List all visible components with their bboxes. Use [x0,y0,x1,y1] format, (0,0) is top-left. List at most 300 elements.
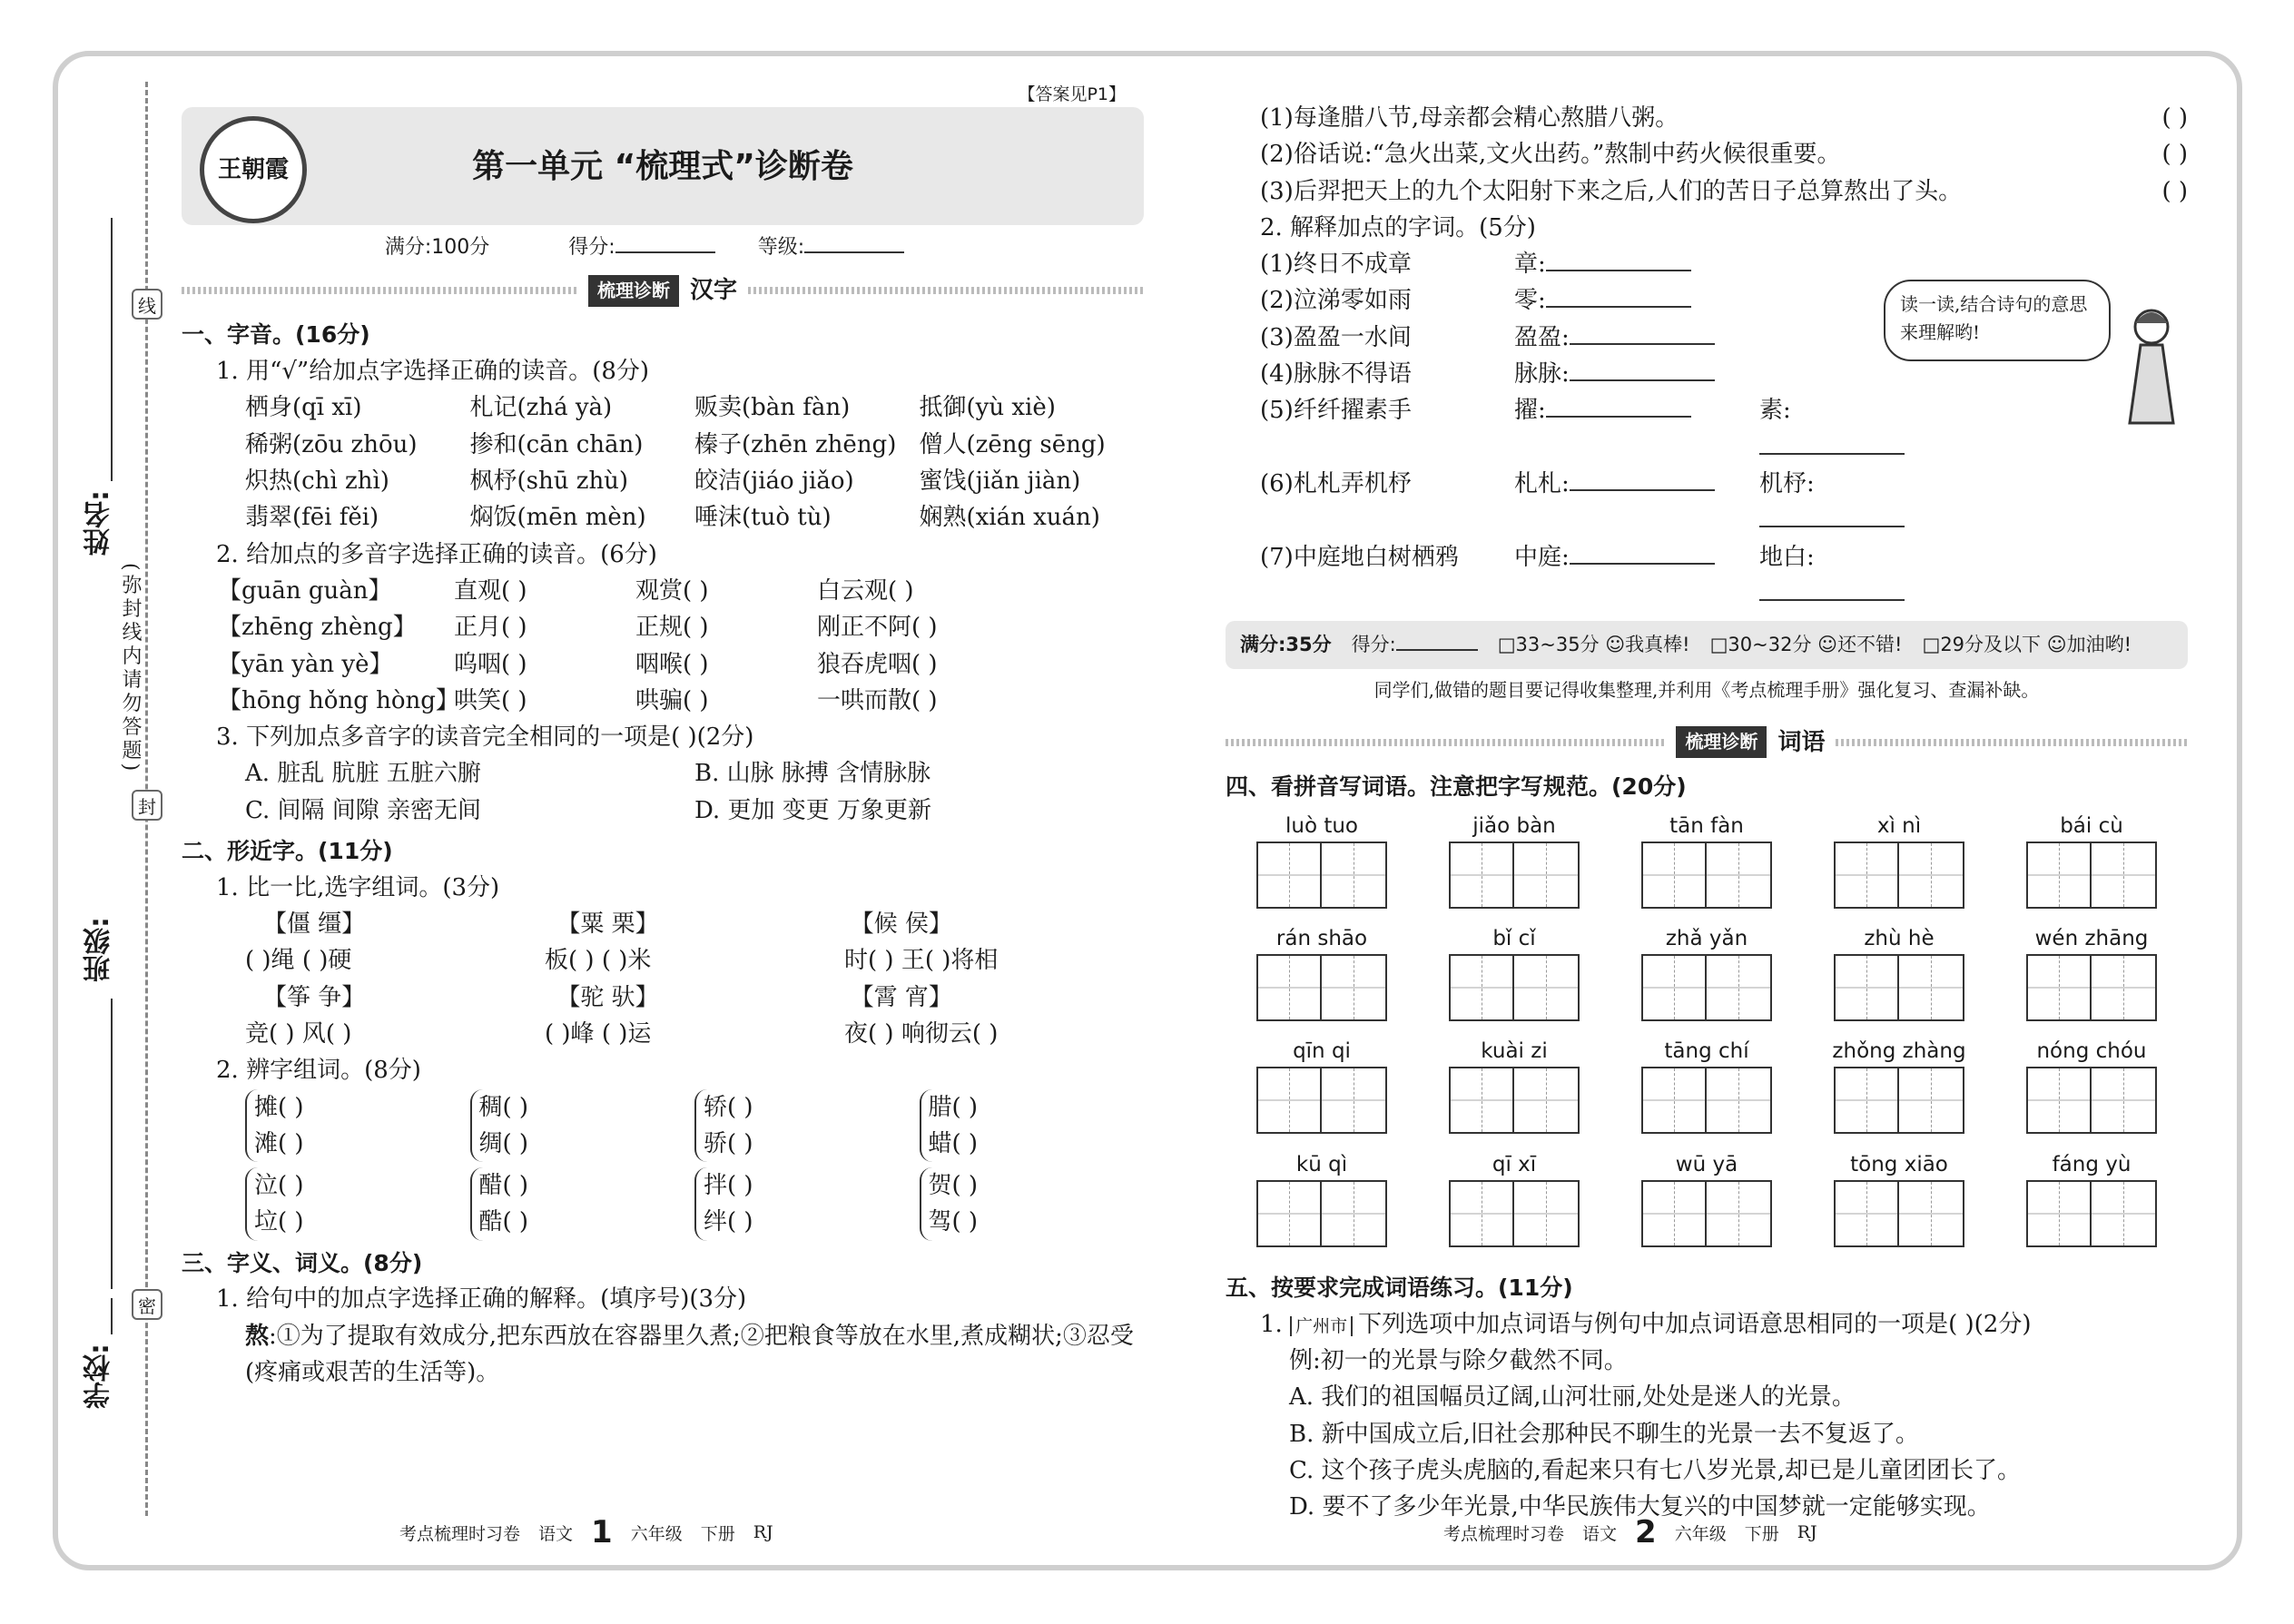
explain-blank[interactable] [1759,599,1905,601]
phrase: (4)脉脉不得语 [1260,360,1412,389]
explain-label: 零: [1514,287,1546,315]
phrase: (7)中庭地白树栖鸦 [1260,543,1459,571]
list-item[interactable]: 蜜饯(jiǎn jiàn) [919,468,1081,496]
pinyin-cell [1226,811,1418,918]
pinyin-cell [1418,923,1610,1030]
answer-reference: 【答案见P1】 [1018,84,1126,104]
pinyin-cell [1226,1036,1418,1143]
pair-group [694,1167,920,1241]
explain-label: 擢: [1514,397,1546,425]
blank-item[interactable]: 醋( ) [478,1172,529,1200]
writing-box[interactable] [1899,956,1963,1019]
blank-item[interactable]: 稠( ) [478,1093,529,1121]
explain-label [1759,320,1905,356]
sentence: (2)俗话说:“急火出菜,文火出药。”熬制中药火候很重要。 [1260,141,1841,169]
list-item[interactable]: 抵御(yù xiè) [919,394,1056,422]
pinyin-cell [1995,811,2188,918]
blank-item[interactable]: 驾( ) [928,1208,979,1236]
score-line [182,232,1144,263]
writing-box[interactable] [1899,843,1963,907]
grade-blank[interactable] [804,251,904,253]
footer-right [1443,1514,1817,1550]
pair-group [470,1167,695,1241]
distinguish-pairs-2 [182,1167,1144,1241]
pinyin-label: zhǒng zhàng [1832,1039,1966,1064]
writing-box[interactable] [1258,1182,1322,1245]
list-item[interactable]: 翡翠(fēi fěi) [245,504,379,532]
explain-label [1759,282,1905,319]
pair-group [245,1089,470,1163]
section-tag: 梳理诊断 [1676,726,1767,758]
list-item[interactable]: 枫杼(shū zhù) [469,468,629,496]
blank-item[interactable]: 蜡( ) [928,1129,979,1157]
option-d[interactable]: D. 要不了多少年光景,中华民族伟大复兴的中国梦就一定能够实现。 [1289,1493,1991,1521]
pinyin-cell [1803,1149,1995,1256]
writing-box[interactable] [1322,1182,1385,1245]
pinyin-label: xì nì [1876,813,1922,838]
part2-q1: 1. 比一比,选字组词。(3分) [216,873,500,901]
pinyin-label: kū qì [1295,1152,1348,1176]
seal-note: (弥封线内请勿答题) [119,563,142,775]
pair-group [694,1089,920,1163]
explain-grid [1226,246,1895,612]
char-group: 【候 侯】 [850,910,952,939]
writing-box[interactable] [1899,1182,1963,1245]
part1-heading: 一、字音。(16分) [182,321,370,349]
writing-box[interactable] [2028,956,2092,1019]
explain-item[interactable] [1759,392,1905,466]
writing-boxes[interactable] [1449,1180,1580,1247]
pair-group [245,1167,470,1241]
polyphone-grid [182,573,1144,719]
pinyin-group: 【guān guàn】 [218,576,392,605]
writing-box[interactable] [2028,1182,2092,1245]
pair-group [920,1167,1145,1241]
right-page [1226,100,2188,1525]
pinyin-label: wén zhāng [2034,927,2149,951]
blank-item[interactable]: 夜( ) 响彻云( ) [844,1019,999,1048]
footer-edition: RJ [753,1522,773,1542]
explain-blank[interactable] [1546,270,1691,271]
blank-item[interactable]: 竞( ) 风( ) [245,1019,352,1048]
writing-boxes[interactable] [1641,954,1772,1021]
list-item[interactable]: 札记(zhá yà) [469,394,613,422]
answer-paren[interactable]: ( ) [2161,104,2188,132]
writing-box[interactable] [1322,843,1385,907]
writing-box[interactable] [2092,1068,2155,1132]
explain-item[interactable] [1514,246,1759,282]
score-label: 得分: [568,236,615,259]
explain-item[interactable] [1759,539,1905,613]
writing-box[interactable] [1514,843,1578,907]
writing-box[interactable] [1322,956,1385,1019]
q3-options [182,755,1144,829]
pinyin-group: 【hōng hǒng hòng】 [218,686,459,714]
summary-score-blank[interactable] [1396,649,1478,651]
pinyin-group: 【zhēng zhèng】 [218,614,417,642]
writing-boxes[interactable] [1256,842,1387,909]
blank-item[interactable]: 直观( ) [454,576,527,605]
writing-box[interactable] [2092,956,2155,1019]
explain-label: 中庭: [1514,543,1570,571]
list-item[interactable]: 唾沫(tuò tù) [694,504,832,532]
writing-boxes[interactable] [1256,1180,1387,1247]
writing-box[interactable] [2092,843,2155,907]
summary-score [1352,630,1478,660]
review-note: 同学们,做错的题目要记得收集整理,并利用《考点梳理手册》强化复习、查漏补缺。 [1373,678,2040,701]
part1-q2: 2. 给加点的多音字选择正确的读音。(6分) [216,540,657,568]
pinyin-cell [1610,811,1803,918]
explain-blank[interactable] [1570,563,1715,565]
part3-q2: 2. 解释加点的字词。(5分) [1260,213,1536,241]
tier-3[interactable]: □29分及以下 ☺加油哟! [1922,634,2132,656]
definition-text: :①为了提取有效成分,把东西放在容器里久煮;②把粮食等放在水里,煮成糊状;③忍受(疼痛或艰苦的生活等)。 [245,1322,1134,1387]
char-group: 【僵 缰】 [263,910,366,939]
pinyin-label: tōng xiāo [1850,1152,1948,1176]
example-sentence: 例:初一的光景与除夕截然不同。 [1289,1346,1628,1374]
writing-boxes[interactable] [1834,1067,1964,1134]
part2-heading: 二、形近字。(11分) [182,838,393,864]
cheer-box [1884,280,2183,425]
pinyin-cell [1226,1149,1418,1256]
writing-box[interactable] [1514,1068,1578,1132]
blank-item[interactable]: 正月( ) [454,614,527,642]
explain-label: 机杼: [1759,469,1815,497]
pinyin-label: qīn qi [1293,1039,1351,1064]
pinyin-label: rán shāo [1275,927,1368,951]
blank-item[interactable]: 狼吞虎咽( ) [817,650,938,678]
blank-item[interactable]: 刚正不阿( ) [817,614,938,642]
explain-label [1759,246,1905,282]
pinyin-label: jiǎo bàn [1472,813,1556,838]
pinyin-cell [1418,1149,1610,1256]
blank-item[interactable]: 轿( ) [704,1093,753,1121]
section-label: 词语 [1777,728,1826,756]
blank-item[interactable]: 白云观( ) [817,576,914,605]
page-number: 2 [1635,1514,1657,1550]
mi-seal: 密 [132,1289,162,1320]
pinyin-label: bǐ cǐ [1492,927,1536,951]
writing-boxes[interactable] [1641,1067,1772,1134]
pair-group [920,1089,1145,1163]
blank-item[interactable]: 时( ) 王( )将相 [844,947,999,975]
explain-blank[interactable] [1570,343,1715,345]
writing-box[interactable] [1514,956,1578,1019]
writing-box[interactable] [1643,956,1707,1019]
writing-box[interactable] [1258,843,1322,907]
list-item[interactable]: 炽热(chì zhì) [245,468,389,496]
writing-boxes[interactable] [1449,954,1580,1021]
writing-box[interactable] [2028,843,2092,907]
speech-bubble: 读一读,结合诗句的意思来理解哟! [1884,280,2111,361]
list-item[interactable]: 栖身(qī xī) [245,394,362,422]
writing-box[interactable] [2092,1182,2155,1245]
question-text: 下列选项中加点词语与例句中加点词语意思相同的一项是( )(2分) [1358,1310,2032,1338]
writing-box[interactable] [1451,956,1514,1019]
option-c[interactable]: C. 这个孩子虎头虎脑的,看起来只有七八岁光景,却已是儿童团团长了。 [1289,1456,2022,1484]
pinyin-cell [1610,923,1803,1030]
explain-item[interactable] [1514,466,1759,539]
footer-grade: 六年级 [630,1523,683,1544]
footer-grade: 六年级 [1674,1523,1727,1544]
seal-seal: 封 [132,790,162,821]
writing-box[interactable] [1836,843,1899,907]
blank-item[interactable]: 咽喉( ) [635,650,709,678]
blank-item[interactable]: 垃( ) [254,1208,304,1236]
list-item[interactable]: 焖饭(mēn mèn) [469,504,646,532]
option-b[interactable]: B. 新中国成立后,旧社会那种民不聊生的光景一去不复返了。 [1289,1420,1919,1448]
blank-item[interactable]: 酷( ) [478,1208,529,1236]
phrase: (6)札札弄机杼 [1260,469,1412,497]
char-groups-1 [182,906,1144,942]
part5-heading: 五、按要求完成词语练习。(11分) [1226,1274,1573,1301]
pinyin-label: zhǎ yǎn [1665,927,1748,951]
phrase: (3)盈盈一水间 [1260,323,1412,351]
explain-blank[interactable] [1759,526,1905,527]
sentence: (3)后羿把天上的九个太阳射下来之后,人们的苦日子总算熬出了头。 [1260,177,1963,205]
definition [182,1318,1144,1392]
writing-box[interactable] [1322,1068,1385,1132]
tier-1[interactable]: □33~35分 ☺我真棒! [1497,634,1690,656]
name-line [111,218,113,481]
blank-item[interactable]: 骄( ) [704,1129,753,1157]
part5-q1: 1. 广州市 下列选项中加点词语与例句中加点词语意思相同的一项是( )(2分) [1260,1310,2032,1338]
pinyin-cell [1610,1149,1803,1256]
left-page [182,82,1144,1391]
explain-label: 盈盈: [1514,323,1570,351]
list-item[interactable]: 皎洁(jiáo jiǎo) [694,468,854,496]
char-group: 【霄 宵】 [850,983,952,1011]
blank-item[interactable]: ( )峰 ( )运 [545,1019,652,1048]
writing-boxes[interactable] [1256,954,1387,1021]
explain-label: 素: [1759,397,1791,425]
tier-range: □33~35分 [1497,634,1600,656]
class-label: 班级: [84,917,115,982]
blank-item[interactable]: 板( ) ( )米 [545,947,652,975]
list-item[interactable]: 僧人(zēng sēng) [919,430,1106,458]
explain-blank[interactable] [1570,489,1715,491]
writing-box[interactable] [1707,1182,1770,1245]
pinyin-cell [1803,811,1995,918]
footer-book: 考点梳理时习卷 [1443,1523,1565,1544]
answer-paren[interactable]: ( ) [2161,141,2188,169]
blank-item[interactable]: 观赏( ) [635,576,709,605]
writing-box[interactable] [1899,1068,1963,1132]
footer-volume: 下册 [700,1523,735,1544]
explain-item[interactable] [1514,282,1759,319]
list-item[interactable]: 掺和(cān chān) [469,430,644,458]
explain-label: 脉脉: [1514,360,1570,389]
pinyin-label: qī xī [1492,1152,1537,1176]
list-item[interactable]: 榛子(zhēn zhēng) [694,430,897,458]
explain-blank[interactable] [1546,416,1691,418]
option-a[interactable]: A. 脏乱 肮脏 五脏六腑 [245,760,481,788]
footer-book: 考点梳理时习卷 [399,1523,521,1544]
writing-box[interactable] [1707,843,1770,907]
writing-box[interactable] [1514,1182,1578,1245]
writing-boxes[interactable] [1834,954,1964,1021]
phrase: (5)纤纤擢素手 [1260,397,1412,425]
blank-item[interactable]: 正规( ) [635,614,709,642]
explain-blank[interactable] [1570,379,1715,381]
explain-label: 札札: [1514,469,1570,497]
pinyin-cell [1803,923,1995,1030]
writing-box[interactable] [1643,1068,1707,1132]
list-item[interactable]: 稀粥(zōu zhōu) [245,430,418,458]
header [182,82,1144,227]
score-summary [1226,621,2188,669]
list-item[interactable]: 贩卖(bàn fàn) [694,394,851,422]
pinyin-label: wū yā [1675,1152,1738,1176]
explain-item[interactable] [1514,539,1759,613]
writing-box[interactable] [2028,1068,2092,1132]
option-c[interactable]: C. 间隔 间隙 亲密无间 [245,796,482,824]
writing-boxes[interactable] [2026,1180,2157,1247]
distinguish-pairs-1 [182,1089,1144,1163]
pinyin-label: fáng yù [2052,1152,2132,1176]
phrase: (1)终日不成章 [1260,251,1412,279]
writing-box[interactable] [1643,1182,1707,1245]
explain-item[interactable] [1514,392,1759,466]
list-item[interactable]: 娴熟(xián xuán) [919,504,1100,532]
sentence-row [1226,173,2188,210]
part2-q2: 2. 辨字组词。(8分) [216,1057,421,1085]
writing-boxes[interactable] [2026,954,2157,1021]
blank-item[interactable]: 一哄而散( ) [817,686,938,714]
sentence: (1)每逢腊八节,母亲都会精心熬腊八粥。 [1260,104,1679,132]
explain-item[interactable] [1514,356,1759,392]
writing-boxes[interactable] [2026,842,2157,909]
writing-box[interactable] [1836,1068,1899,1132]
writing-boxes[interactable] [1256,1067,1387,1134]
writing-box[interactable] [1836,956,1899,1019]
writing-box[interactable] [1643,843,1707,907]
writing-box[interactable] [1707,1068,1770,1132]
blank-item[interactable]: 拌( ) [704,1172,753,1200]
answer-paren[interactable]: ( ) [2161,177,2188,205]
writing-box[interactable] [1451,843,1514,907]
option-b[interactable]: B. 山脉 脉搏 含情脉脉 [694,760,931,788]
section-rule [182,287,577,294]
line-seal: 线 [132,289,162,320]
pinyin-cell [1803,1036,1995,1143]
page-title: 第一单元 “梳理式”诊断卷 [472,148,853,185]
blank-item[interactable]: 泣( ) [254,1172,304,1200]
option-d[interactable]: D. 更加 变更 万象更新 [694,796,931,824]
part3-heading: 三、字义、词义。(8分) [182,1249,423,1276]
tier-message: 加油哟! [2066,634,2132,656]
char-group: 【粟 栗】 [556,910,659,939]
explain-label: 地白: [1759,543,1815,571]
blank-item[interactable]: 滩( ) [254,1129,304,1157]
full-score: 满分:100分 [384,236,490,259]
tier-range: □30~32分 [1709,634,1812,656]
pinyin-group: 【yān yàn yè】 [218,650,393,678]
section-ciyu [1226,724,2188,761]
pinyin-cell [1226,923,1418,1030]
footer-subject: 语文 [538,1523,574,1544]
blank-item[interactable]: 呜咽( ) [454,650,527,678]
definition-word: 熬 [245,1322,270,1350]
writing-boxes[interactable] [1449,842,1580,909]
pinyin-label: tān fàn [1669,813,1744,838]
grade-label: 等级: [757,236,805,259]
section-rule [1836,739,2188,746]
blank-item[interactable]: 哄骗( ) [635,686,709,714]
writing-boxes[interactable] [1449,1067,1580,1134]
pinyin-choice-grid [182,389,1144,536]
tier-message: 我真棒! [1625,634,1690,656]
char-group: 【驼 驮】 [556,983,659,1011]
writing-box[interactable] [1258,1068,1322,1132]
footer-edition: RJ [1797,1522,1817,1542]
blank-item[interactable]: 贺( ) [928,1172,979,1200]
writing-boxes[interactable] [2026,1067,2157,1134]
blank-item[interactable]: 腊( ) [928,1093,979,1121]
pinyin-label: luò tuo [1285,813,1359,838]
footer-left [399,1514,773,1550]
pair-group [470,1089,695,1163]
writing-box[interactable] [1451,1068,1514,1132]
writing-box[interactable] [1451,1182,1514,1245]
sentence-row [1226,100,2188,136]
pinyin-cell [1418,1036,1610,1143]
tier-message: 还不错! [1837,634,1903,656]
explain-blank[interactable] [1546,306,1691,308]
writing-boxes[interactable] [1641,842,1772,909]
pinyin-writing-grid [1226,811,2188,1256]
section-tag: 梳理诊断 [588,275,679,307]
writing-boxes[interactable] [1834,1180,1964,1247]
option-a[interactable]: A. 我们的祖国幅员辽阔,山河壮丽,处处是迷人的光景。 [1289,1383,1856,1412]
section-hanzi [182,272,1144,309]
writing-boxes[interactable] [1834,842,1964,909]
score-blank[interactable] [615,251,715,253]
blank-item[interactable]: 哄笑( ) [454,686,527,714]
writing-box[interactable] [1258,956,1322,1019]
blank-item[interactable]: 绸( ) [478,1129,529,1157]
blank-item[interactable]: ( )绳 ( )硬 [245,947,352,975]
pinyin-cell [1995,923,2188,1030]
explain-label: 章: [1514,251,1546,279]
char-groups-2 [182,979,1144,1016]
writing-box[interactable] [1836,1182,1899,1245]
char-group: 【筝 争】 [263,983,366,1011]
pinyin-label: bái cù [2060,813,2123,838]
char-fill-1 [182,942,1144,979]
blank-item[interactable]: 绊( ) [704,1208,753,1236]
explain-item[interactable] [1514,320,1759,356]
pinyin-label: nóng chóu [2036,1039,2147,1064]
pinyin-label: zhù hè [1864,927,1935,951]
pinyin-cell [1995,1149,2188,1256]
sentence-row [1226,136,2188,172]
girl-illustration-icon [2124,305,2179,432]
char-fill-2 [182,1016,1144,1052]
writing-box[interactable] [1707,956,1770,1019]
explain-label [1759,356,1905,392]
section-rule [1226,739,1665,746]
blank-item[interactable]: 摊( ) [254,1093,304,1121]
phrase: (2)泣涕零如雨 [1260,287,1412,315]
writing-boxes[interactable] [1641,1180,1772,1247]
summary-full: 满分:35分 [1240,634,1332,656]
explain-item[interactable] [1759,466,1905,539]
part1-q3: 3. 下列加点多音字的读音完全相同的一项是( )(2分) [216,723,754,752]
explain-blank[interactable] [1759,453,1905,455]
section-rule [748,287,1144,294]
tier-2[interactable]: □30~32分 ☺还不错! [1709,634,1903,656]
